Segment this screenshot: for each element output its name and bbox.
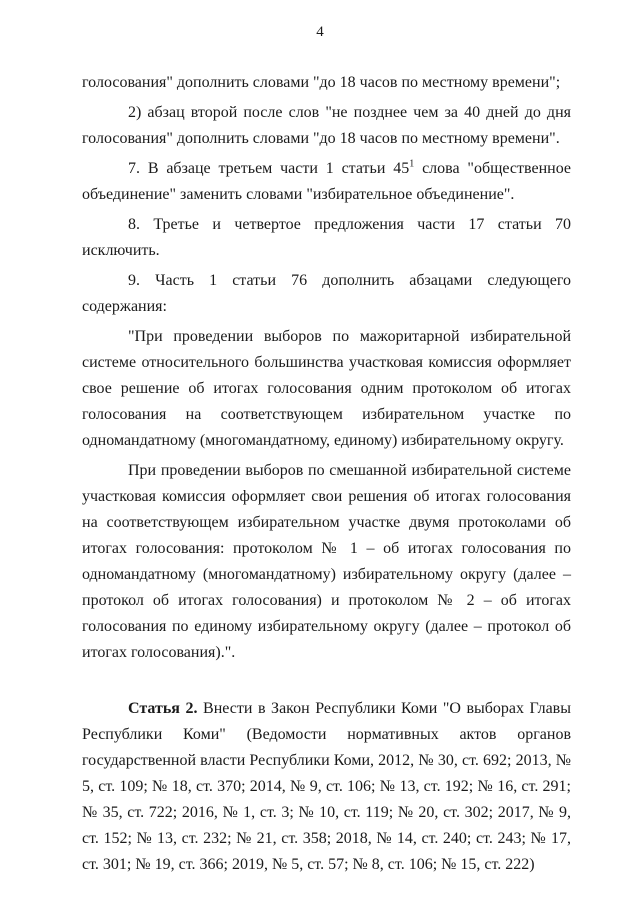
article-heading: Статья 2.	[128, 700, 198, 717]
article-superscript: 1	[409, 158, 415, 170]
paragraph-continuation: голосования" дополнить словами "до 18 часов по местному времени";	[82, 74, 561, 91]
document-body	[82, 70, 571, 878]
paragraph-item-7	[82, 156, 571, 208]
article-2-paragraph	[82, 696, 571, 878]
quoted-paragraph-1: "При проведении выборов по мажоритарной избирательной системе относительного большинства участковая комиссия оформляет свое решение об итогах голосования одним протоколом об итогах голосования на соответствующем избирательном участке по одномандатному (многомандатному, единому) избирательному округу.	[82, 328, 571, 449]
paragraph-item-7-start: 7. В абзаце третьем части 1 статьи 45	[128, 160, 410, 177]
paragraph-item-7-end: слова "общественное объединение" заменить словами "избирательное объединение".	[82, 160, 571, 203]
article-2-text: Внести в Закон Республики Коми "О выборах Главы Республики Коми" (Ведомости нормативных актов органов государственной власти Республики Коми, 2012, № 30, ст. 692; 2013, № 5, ст. 109; № 18, ст. 370; 2014, № 9, ст. 106; № 13, ст. 192; № 16, ст. 291; № 35, ст. 722; 2016, № 1, ст. 3; № 10, ст. 119; № 20, ст. 302; 2017, № 9, ст. 152; № 13, ст. 232; № 21, ст. 358; 2018, № 14, ст. 240; ст. 243; № 17, ст. 301; № 19, ст. 366; 2019, № 5, ст. 57; № 8, ст. 106; № 15, ст. 222)	[82, 700, 571, 873]
paragraph-item-8: 8. Третье и четвертое предложения части 17 статьи 70 исключить.	[82, 216, 571, 259]
page-number: 4	[316, 24, 324, 40]
quoted-paragraph-2: При проведении выборов по смешанной избирательной системе участковая комиссия оформляет свои решения об итогах голосования на соответствующем избирательном участке двумя протоколами об итогах голосования: протоколом № 1 – об итогах голосования по одномандатному (многомандатному) избирательному округу (далее – протокол об итогах голосования) и протоколом № 2 – об итогах голосования по единому избирательному округу (далее – протокол об итогах голосования).".	[82, 462, 571, 661]
paragraph-item-2: 2) абзац второй после слов "не позднее чем за 40 дней до дня голосования" дополнить словами "до 18 часов по местному времени".	[82, 104, 571, 147]
paragraph-item-9: 9. Часть 1 статьи 76 дополнить абзацами следующего содержания:	[82, 272, 571, 315]
